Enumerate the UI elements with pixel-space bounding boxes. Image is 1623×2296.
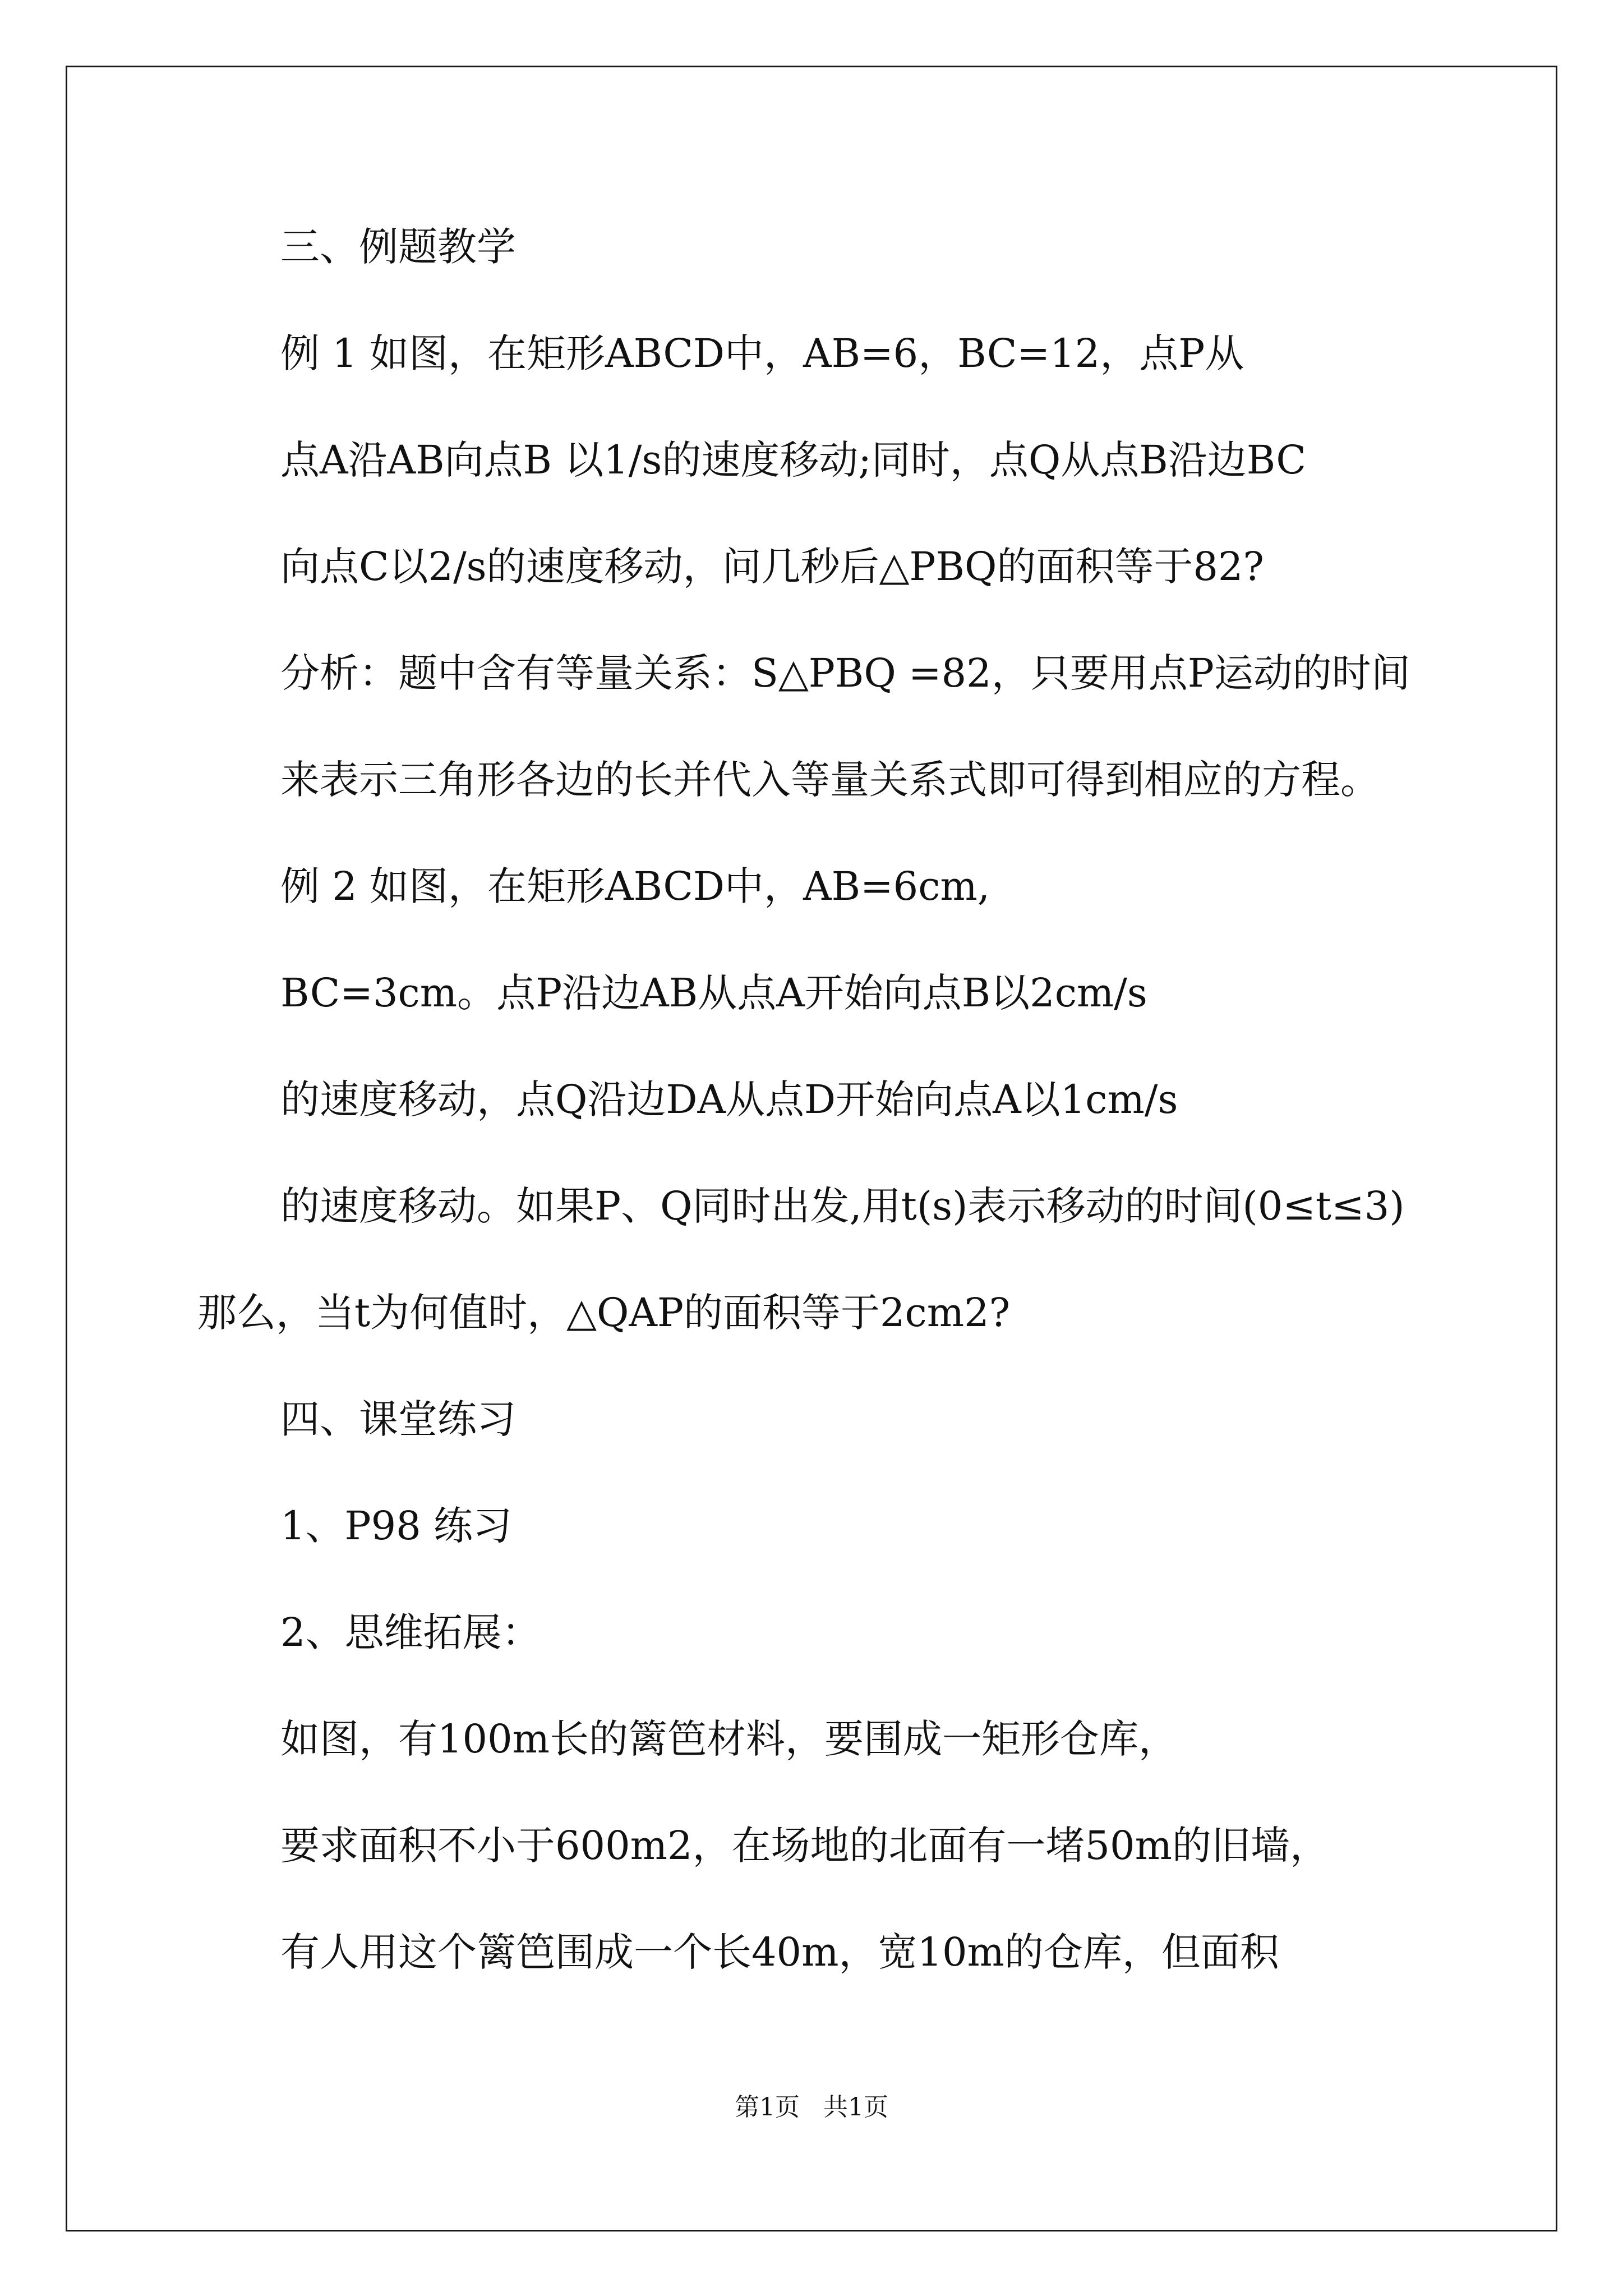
text-line: 要求面积不小于600m2，在场地的北面有一堵50m的旧墙，: [280, 1823, 1329, 1869]
section-heading-example-teaching: 三、例题教学: [280, 224, 516, 270]
text-line: 的速度移动。如果P、Q同时出发,用t(s)表示移动的时间(0≤t≤3): [280, 1183, 1405, 1229]
text-line: 点A沿AB向点B 以1/s的速度移动;同时，点Q从点B沿边BC: [280, 437, 1306, 483]
text-line: 分析：题中含有等量关系：S△PBQ =82，只要用点P运动的时间: [280, 650, 1410, 696]
text-line: BC=3cm。点P沿边AB从点A开始向点B以2cm/s: [280, 970, 1147, 1016]
text-line: 例 2 如图，在矩形ABCD中，AB=6cm,: [280, 863, 990, 909]
page-footer: 第1页 共1页: [735, 2093, 888, 2122]
text-line: 向点C以2/s的速度移动，问几秒后△PBQ的面积等于82?: [280, 544, 1264, 590]
section-heading-classroom-practice: 四、课堂练习: [280, 1396, 516, 1442]
text-line: 来表示三角形各边的长并代入等量关系式即可得到相应的方程。: [280, 757, 1380, 803]
text-line: 的速度移动，点Q沿边DA从点D开始向点A以1cm/s: [280, 1076, 1178, 1122]
text-line: 有人用这个篱笆围成一个长40m，宽10m的仓库，但面积: [280, 1929, 1279, 1975]
text-line: 例 1 如图，在矩形ABCD中，AB=6，BC=12，点P从: [280, 330, 1244, 376]
text-line: 那么，当t为何值时，△QAP的面积等于2cm2?: [197, 1290, 1011, 1336]
text-line: 2、思维拓展：: [280, 1609, 541, 1655]
text-line: 1、P98 练习: [280, 1503, 512, 1549]
text-line: 如图，有100m长的篱笆材料，要围成一矩形仓库，: [280, 1716, 1178, 1762]
page-border: [66, 66, 1557, 2231]
